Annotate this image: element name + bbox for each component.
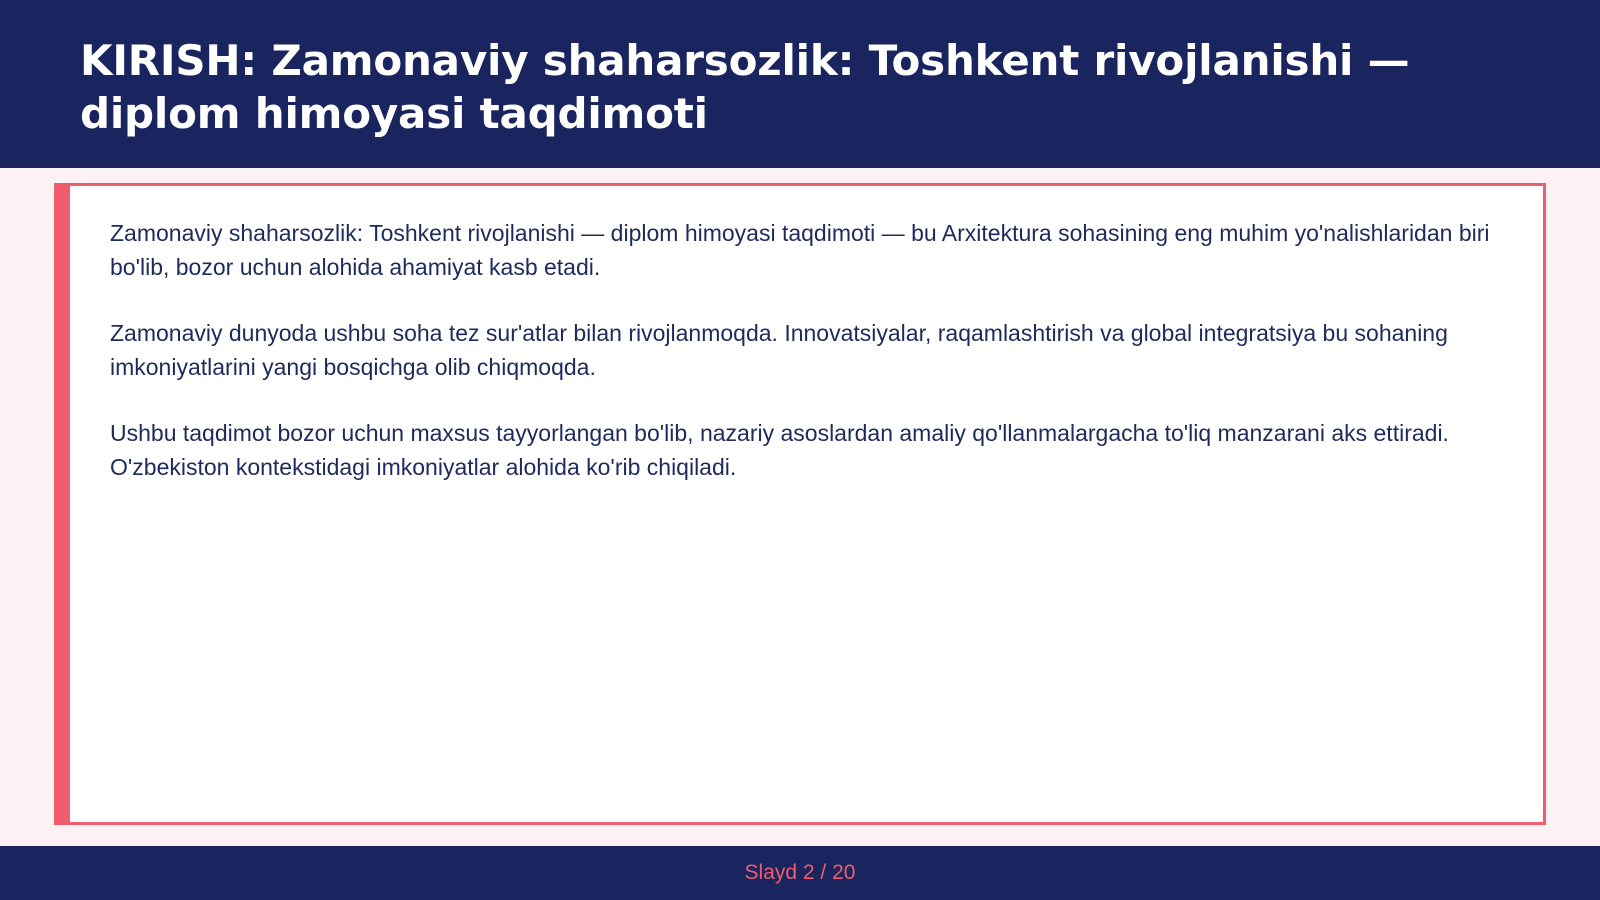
- slide-counter: Slayd 2 / 20: [744, 861, 856, 884]
- content-body: [70, 186, 1543, 484]
- slide-footer: [0, 846, 1600, 900]
- slide-title: KIRISH: Zamonaviy shaharsozlik: Toshkent rivojlanishi — diplom himoyasi taqdimoti: [80, 36, 1410, 138]
- slide-header: [0, 0, 1600, 168]
- paragraph-1: Zamonaviy shaharsozlik: Toshkent rivojlanishi — diplom himoyasi taqdimoti — bu Arxitektura sohasining eng muhim yo'nalishlaridan biri bo'lib, bozor uchun alohida ahamiyat kasb etadi.: [110, 220, 1490, 280]
- content-card: [54, 183, 1546, 825]
- paragraph-3: Ushbu taqdimot bozor uchun maxsus tayyorlangan bo'lib, nazariy asoslardan amaliy qo'llanmalargacha to'liq manzarani aks ettiradi. O'zbekiston kontekstidagi imkoniyatlar alohida ko'rib chiqiladi.: [110, 420, 1449, 480]
- paragraph-2: Zamonaviy dunyoda ushbu soha tez sur'atlar bilan rivojlanmoqda. Innovatsiyalar, raqamlashtirish va global integratsiya bu sohaning imkoniyatlarini yangi bosqichga olib chiqmoqda.: [110, 320, 1448, 380]
